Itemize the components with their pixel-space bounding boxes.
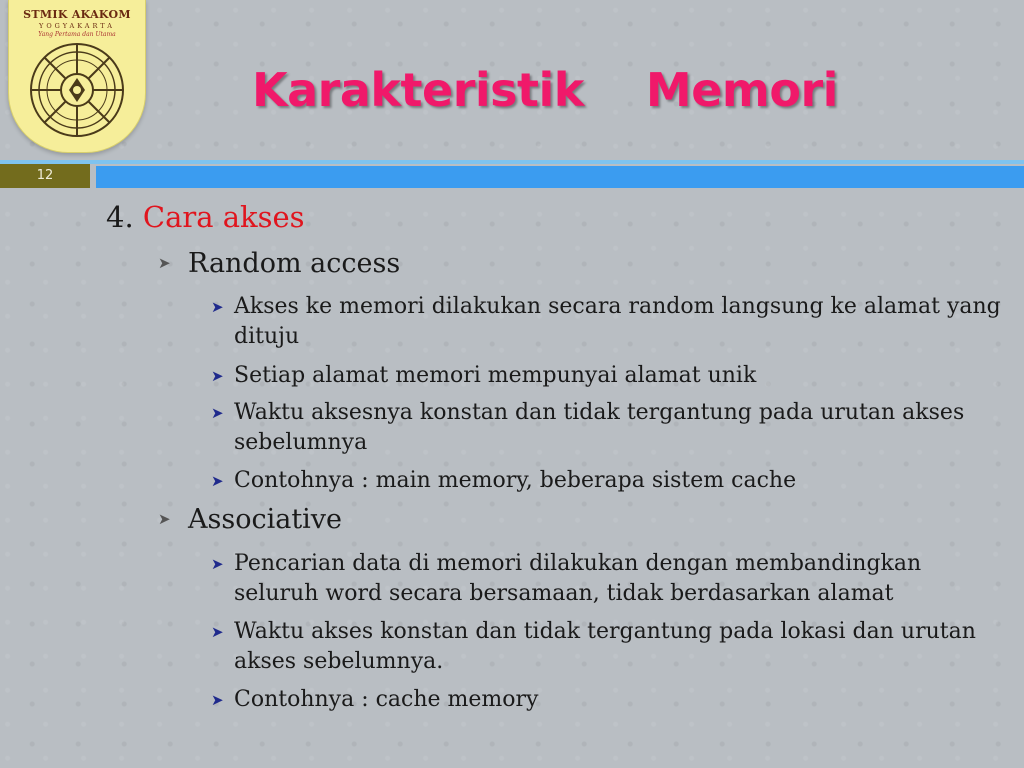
triangle-right-icon: ➤ (211, 404, 224, 422)
list-item-text: Setiap alamat memori mempunyai alamat unik (234, 363, 757, 388)
list-item (211, 549, 1004, 609)
heading-label: Cara akses (142, 200, 305, 234)
bullet-label: Associative (188, 504, 343, 535)
triangle-right-icon: ➤ (211, 472, 224, 490)
logo-name: STMIK AKAKOM (23, 8, 131, 21)
slide-number: 12 (0, 164, 90, 188)
bullet-associative (158, 504, 343, 535)
triangle-right-icon: ➤ (211, 367, 224, 385)
slide-title: Karakteristik Memori (252, 63, 838, 117)
section-heading (106, 200, 305, 234)
triangle-right-icon: ➤ (211, 555, 224, 573)
logo-city: YOGYAKARTA (39, 22, 115, 30)
list-item (211, 398, 1004, 458)
list-item-text: Contohnya : main memory, beberapa sistem cache (234, 468, 797, 493)
list-item (211, 292, 1004, 352)
chevron-right-icon: ➤ (158, 510, 171, 528)
list-item (211, 685, 1004, 715)
emblem-icon (27, 40, 127, 140)
heading-prefix: 4. (106, 200, 143, 234)
triangle-right-icon: ➤ (211, 623, 224, 641)
logo-motto: Yang Pertama dan Utama (38, 31, 116, 38)
list-item-text: Akses ke memori dilakukan secara random langsung ke alamat yang dituju (234, 294, 1001, 349)
triangle-right-icon: ➤ (211, 691, 224, 709)
triangle-right-icon: ➤ (211, 298, 224, 316)
list-item-text: Waktu aksesnya konstan dan tidak tergantung pada urutan akses sebelumnya (234, 400, 965, 455)
bullet-label: Random access (188, 248, 401, 279)
list-item (211, 361, 1004, 391)
list-item-text: Waktu akses konstan dan tidak tergantung pada lokasi dan urutan akses sebelumnya. (234, 619, 976, 674)
list-item-text: Pencarian data di memori dilakukan dengan membandingkan seluruh word secara bersamaan, tidak berdasarkan alamat (234, 551, 922, 606)
institution-logo (8, 0, 146, 153)
bullet-random-access (158, 248, 401, 279)
chevron-right-icon: ➤ (158, 254, 171, 272)
header-divider (0, 160, 1024, 164)
list-item (211, 617, 1004, 677)
list-item-text: Contohnya : cache memory (234, 687, 539, 712)
list-item (211, 466, 1004, 496)
header-band (96, 166, 1024, 188)
